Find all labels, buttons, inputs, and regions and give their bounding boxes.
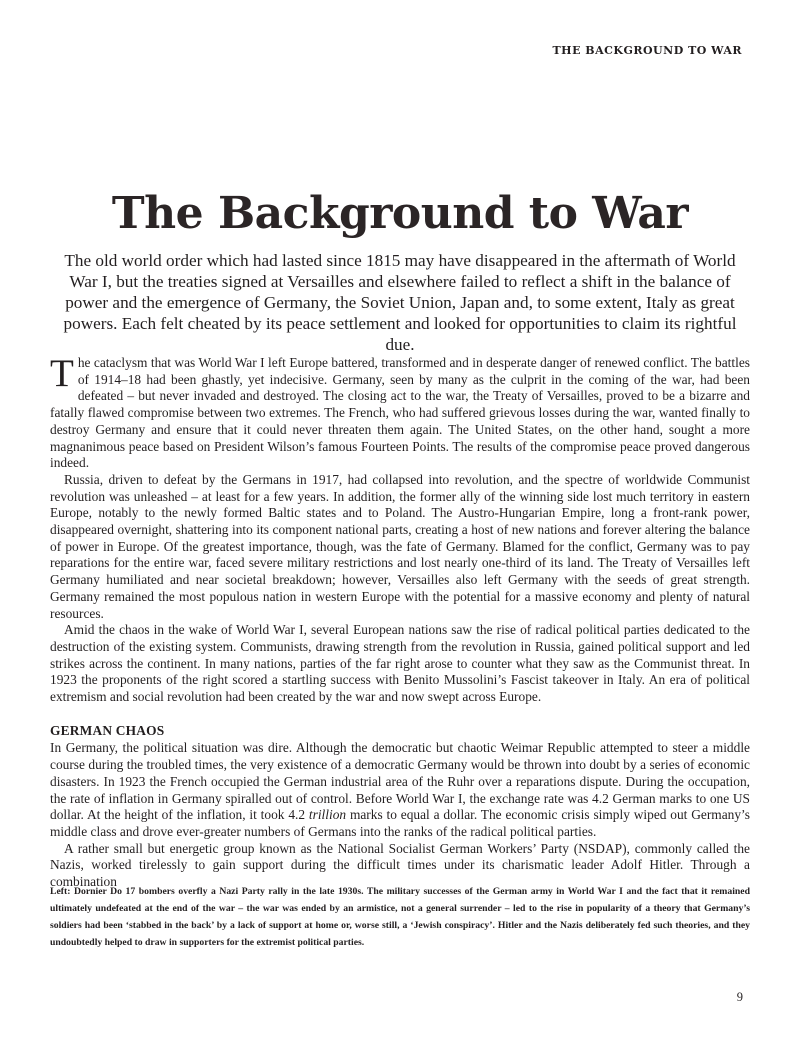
section-heading: GERMAN CHAOS [50,722,165,738]
page-number: 9 [736,990,743,1004]
paragraph-4-text-a: In Germany, the political situation was dire. Although the democratic but chaotic Weimar Republic attempted to steer a middle course during the troubled times, the very existence of a democratic Germany would be thrown into doubt by a series of economic disasters. In 1923 the French occupied the German industrial area of the Ruhr over a reparations dispute. During the occupation, the rate of inflation in Germany spiralled out of control. Before World War I, the exchange rate was 4.2 German marks to one US dollar. At the height of the inflation, it took 4.2 [50,740,750,823]
paragraph-3: Amid the chaos in the wake of World War I, several European nations saw the rise of radical political parties dedicated to the destruction of the existing system. Communists, drawing strength from the revolution in Russia, gained political support and led strikes across the continent. In many nations, parties of the far right arose to counter what they saw as the Communist threat. In 1923 the proponents of the right scored a startling success with Benito Mussolini’s Fascist takeover in Italy. An era of political extremism and social revolution had been created by the war and now swept across Europe. [50,622,750,705]
paragraph-1 [50,352,750,472]
paragraph-4 [50,740,750,840]
body-text [50,352,750,891]
paragraph-5: A rather small but energetic group known as the National Socialist German Workers’ Party (NSDAP), commonly called the Nazis, worked tirelessly to gain support during the difficult times under its charismatic leader Adolf Hitler. Through a combination [50,840,750,890]
paragraph-2: Russia, driven to defeat by the Germans in 1917, had collapsed into revolution, and the spectre of worldwide Communist revolution was unleashed – at least for a few years. In addition, the former ally of the winning side lost much territory in eastern Europe, notably to the newly formed Baltic states and to Poland. The Austro-Hungarian Empire, long a front-rank power, disappeared overnight, shattering into its component national parts, creating a host of new nations and forever altering the balance of power in Europe. Of the greatest importance, though, was the fate of Germany. Blamed for the conflict, Germany was to pay reparations for the entire war, faced severe military restrictions and lost nearly one-third of its land. The Treaty of Versailles left Germany humiliated and near societal breakdown; however, Versailles also left Germany with the seeds of great strength. Germany remained the most populous nation in western Europe with the potential for a massive economy and plenty of natural resources. [50,471,750,621]
page-title: The Background to War [111,188,689,239]
paragraph-4-italic: trillion [308,807,347,823]
paragraph-1-text: he cataclysm that was World War I left Europe battered, transformed and in desperate danger of renewed conflict. The battles of 1914–18 had been ghastly, yet indecisive. Germany, seen by many as the culprit in the coming of the war, had been defeated – but never invaded and destroyed. The closing act to the war, the Treaty of Versailles, proved to be a bizarre and fatally flawed compromise between two extremes. The French, who had suffered grievous losses during the war, wanted finally to destroy Germany and ensure that it could never threaten them again. The United States, on the other hand, sought a more magnanimous peace based on President Wilson’s famous Fourteen Points. The results of the compromise peace proved dangerous indeed. [50,355,750,471]
paragraph-4-text-b: marks to equal a dollar. The economic crisis simply wiped out Germany’s middle class and drove ever-greater numbers of Germans into the ranks of the radical political parties. [50,807,750,839]
image-caption: Left: Dornier Do 17 bombers overfly a Nazi Party rally in the late 1930s. The military successes of the German army in World War I and the fact that it remained ultimately undefeated at the end of the war – the war was ended by an armistice, not a general surrender – led to the rise in popularity of a theory that Germany’s soldiers had been ‘stabbed in the back’ by a lack of support at home or, worse still, a ‘Jewish conspiracy’. Hitler and the Nazis deliberately fed such theories, and they undoubtedly helped to draw in supporters for the extremist political parties. [50,886,750,948]
intro-paragraph: The old world order which had lasted since 1815 may have disappeared in the aftermath of World War I, but the treaties signed at Versailles and elsewhere failed to reflect a shift in the balance of power and the emergence of Germany, the Soviet Union, Japan and, to some extent, Italy as great powers. Each felt cheated by its peace settlement and looked for opportunities to claim its rightful due. [63,251,737,354]
drop-cap: T [50,352,74,395]
running-header: THE BACKGROUND TO WAR [552,44,742,57]
